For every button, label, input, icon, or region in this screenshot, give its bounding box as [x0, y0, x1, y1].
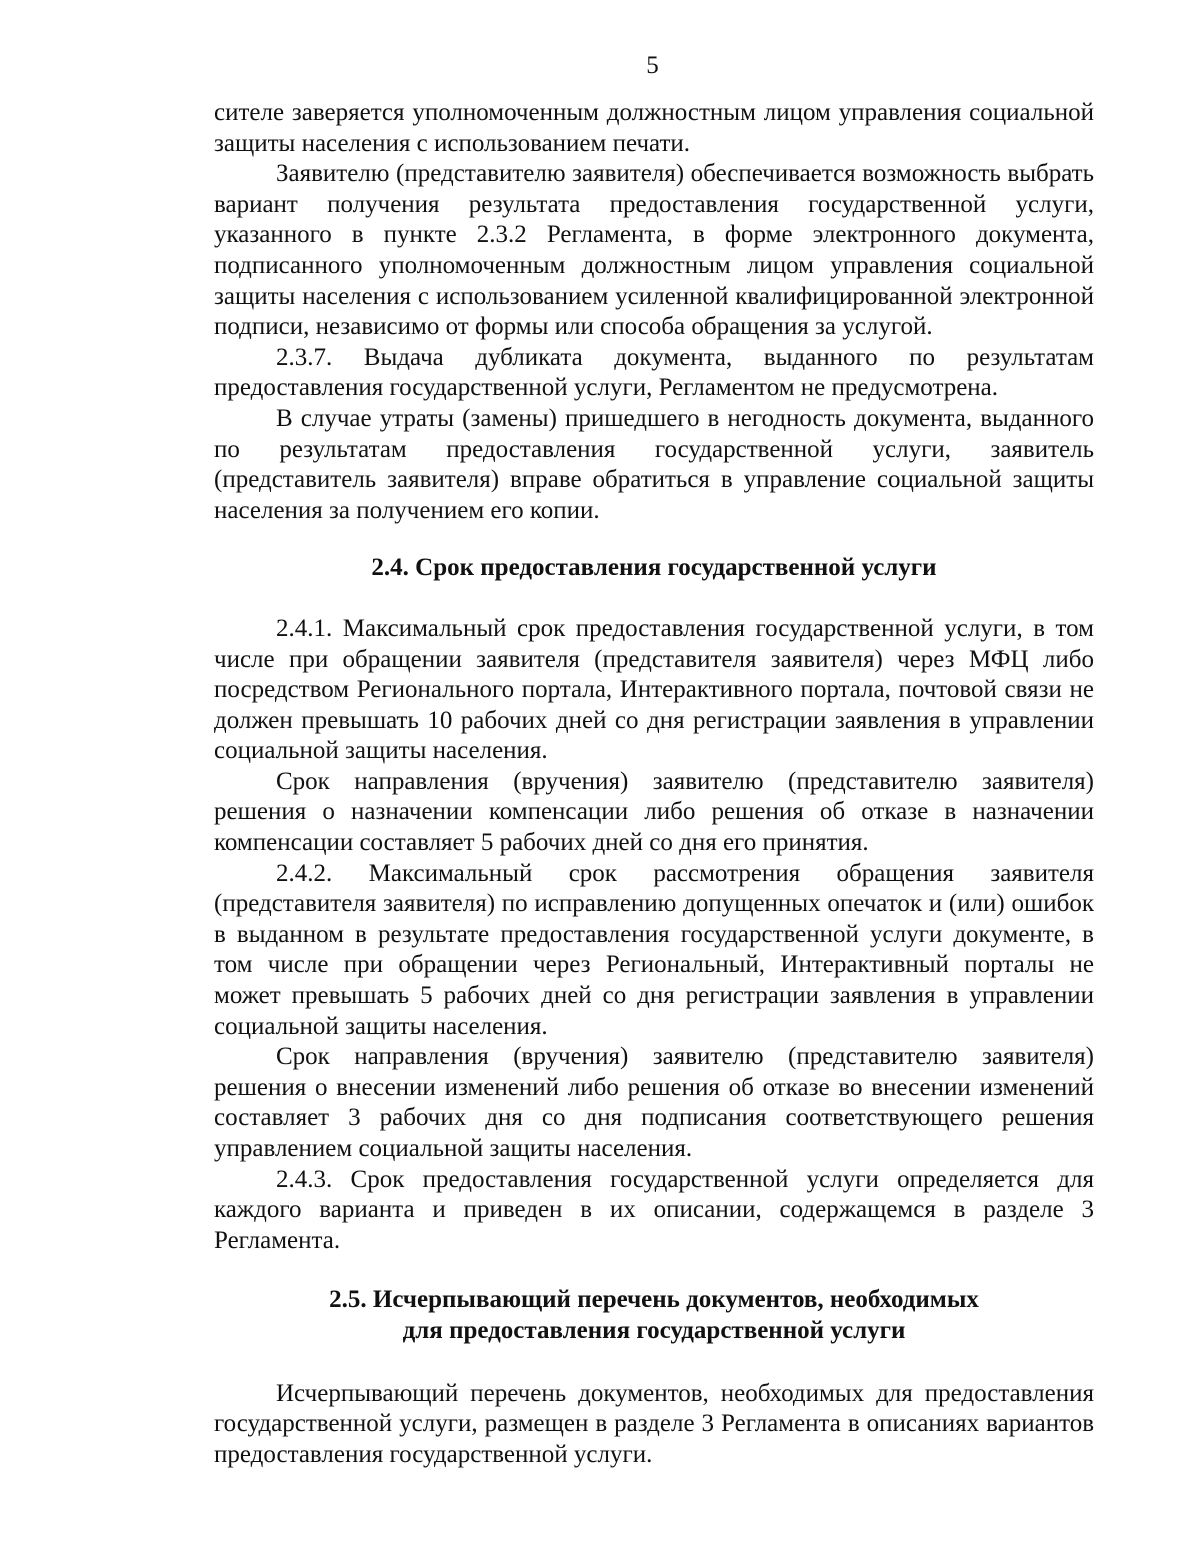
paragraph: В случае утраты (замены) пришедшего в негодность документа, выданного по результатам предоставления государственной услуги, заявитель (представитель заявителя) вправе обратиться в управление социальной защиты населения за получением его копии.	[214, 404, 1094, 524]
paragraph: 2.4.3. Срок предоставления государственной услуги определяется для каждого варианта и приведен в их описании, содержащемся в разделе 3 Регламента.	[214, 1165, 1094, 1254]
document-body	[214, 98, 1094, 1470]
paragraph: Заявителю (представителю заявителя) обеспечивается возможность выбрать вариант получения результата предоставления государственной услуги, указанного в пункте 2.3.2 Регламента, в форме электронного документа, подписанного уполномоченным должностным лицом управления социальной защиты населения с использованием усиленной квалифицированной электронной подписи, независимо от формы или способа обращения за услугой.	[214, 160, 1094, 341]
section-heading-2-5-line1: 2.5. Исчерпывающий перечень документов, необходимых	[329, 1286, 979, 1314]
paragraph: Срок направления (вручения) заявителю (представителю заявителя) решения о внесении изменений либо решения об отказе во внесении изменений составляет 3 рабочих дня со дня подписания соответствующего решения управлением социальной защиты населения.	[214, 1043, 1094, 1162]
paragraph: 2.4.1. Максимальный срок предоставления государственной услуги, в том числе при обращении заявителя (представителя заявителя) через МФЦ либо посредством Регионального портала, Интерактивного портала, почтовой связи не должен превышать 10 рабочих дней со дня регистрации заявления в управлении социальной защиты населения.	[214, 614, 1094, 765]
section-heading-2-5	[214, 1285, 1094, 1346]
paragraph-continuation: сителе заверяется уполномоченным должностным лицом управления социальной защиты населения с использованием печати.	[214, 99, 1094, 157]
paragraph: 2.3.7. Выдача дубликата документа, выданного по результатам предоставления государственной услуги, Регламентом не предусмотрена.	[214, 343, 1094, 402]
section-heading-2-4: 2.4. Срок предоставления государственной услуги	[371, 554, 937, 582]
page-number: 5	[646, 52, 659, 79]
section-heading-2-5-line2: для предоставления государственной услуги	[402, 1316, 906, 1344]
paragraph: Исчерпывающий перечень документов, необходимых для предоставления государственной услуги, размещен в разделе 3 Регламента в описаниях вариантов предоставления государственной услуги.	[214, 1379, 1094, 1468]
paragraph: 2.4.2. Максимальный срок рассмотрения обращения заявителя (представителя заявителя) по исправлению допущенных опечаток и (или) ошибок в выданном в результате предоставления государственной услуги документе, в том числе при обращении через Региональный, Интерактивный порталы не может превышать 5 рабочих дней со дня регистрации заявления в управлении социальной защиты населения.	[214, 859, 1094, 1040]
paragraph: Срок направления (вручения) заявителю (представителю заявителя) решения о назначении компенсации либо решения об отказе в назначении компенсации составляет 5 рабочих дней со дня его принятия.	[214, 767, 1094, 857]
